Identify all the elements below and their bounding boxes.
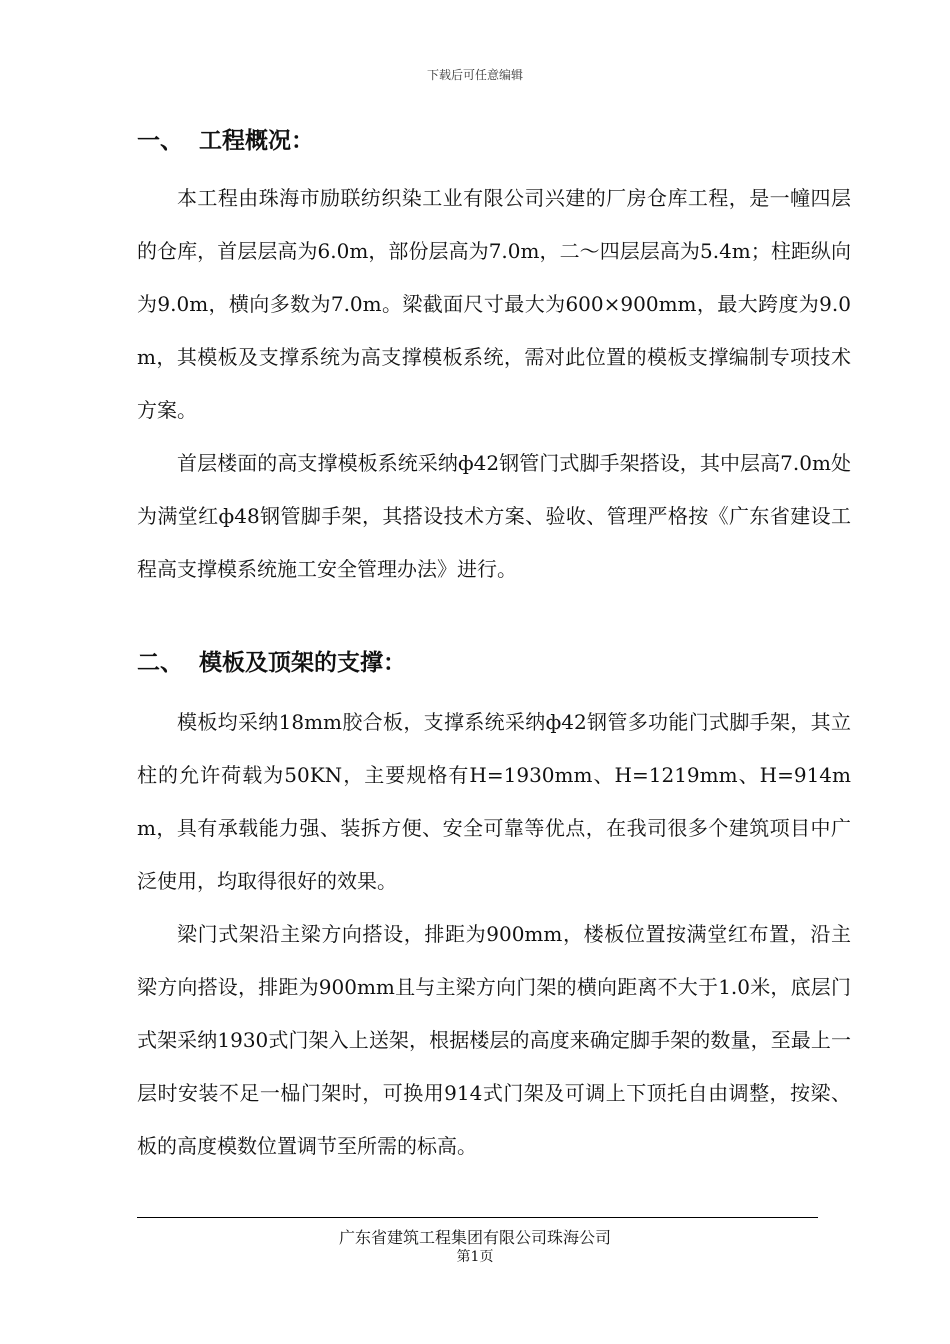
page-number: 第1页 xyxy=(456,1249,494,1265)
document-body xyxy=(137,118,851,1173)
paragraph: 本工程由珠海市励联纺织染工业有限公司兴建的厂房仓库工程，是一幢四层的仓库，首层层高为6.0m，部份层高为7.0m，二～四层层高为5.4m；柱距纵向为9.0m，横向多数为7.0m。梁截面尺寸最大为600×900mm，最大跨度为9.0m，其模板及支撑系统为高支撑模板系统，需对此位置的模板支撑编制专项技术方案。 xyxy=(137,186,851,422)
footer-divider xyxy=(137,1217,818,1218)
paragraph: 梁门式架沿主梁方向搭设，排距为900mm，楼板位置按满堂红布置，沿主梁方向搭设，排距为900mm且与主梁方向门架的横向距离不大于1.0米，底层门式架采纳1930式门架入上送架，根据楼层的高度来确定脚手架的数量，至最上一层时安装不足一榀门架时，可换用914式门架及可调上下顶托自由调整，按梁、板的高度模数位置调节至所需的标高。 xyxy=(137,922,851,1158)
paragraph: 模板均采纳18mm胶合板，支撑系统采纳ф42钢管多功能门式脚手架，其立柱的允许荷载为50KN，主要规格有H=1930mm、H=1219mm、H=914mm，具有承载能力强、装拆方便、安全可靠等优点，在我司很多个建筑项目中广泛使用，均取得很好的效果。 xyxy=(137,710,851,893)
section-heading-formwork: 二、 模板及顶架的支撑： xyxy=(137,650,407,676)
footer-company: 广东省建筑工程集团有限公司珠海公司 xyxy=(338,1228,611,1247)
paragraph: 首层楼面的高支撑模板系统采纳ф42钢管门式脚手架搭设，其中层高7.0m处为满堂红ф48钢管脚手架，其搭设技术方案、验收、管理严格按《广东省建设工程高支撑模系统施工安全管理办法》进行。 xyxy=(137,451,851,581)
section-heading-overview: 一、 工程概况： xyxy=(137,128,315,154)
header-note: 下载后可任意编辑 xyxy=(426,68,523,82)
